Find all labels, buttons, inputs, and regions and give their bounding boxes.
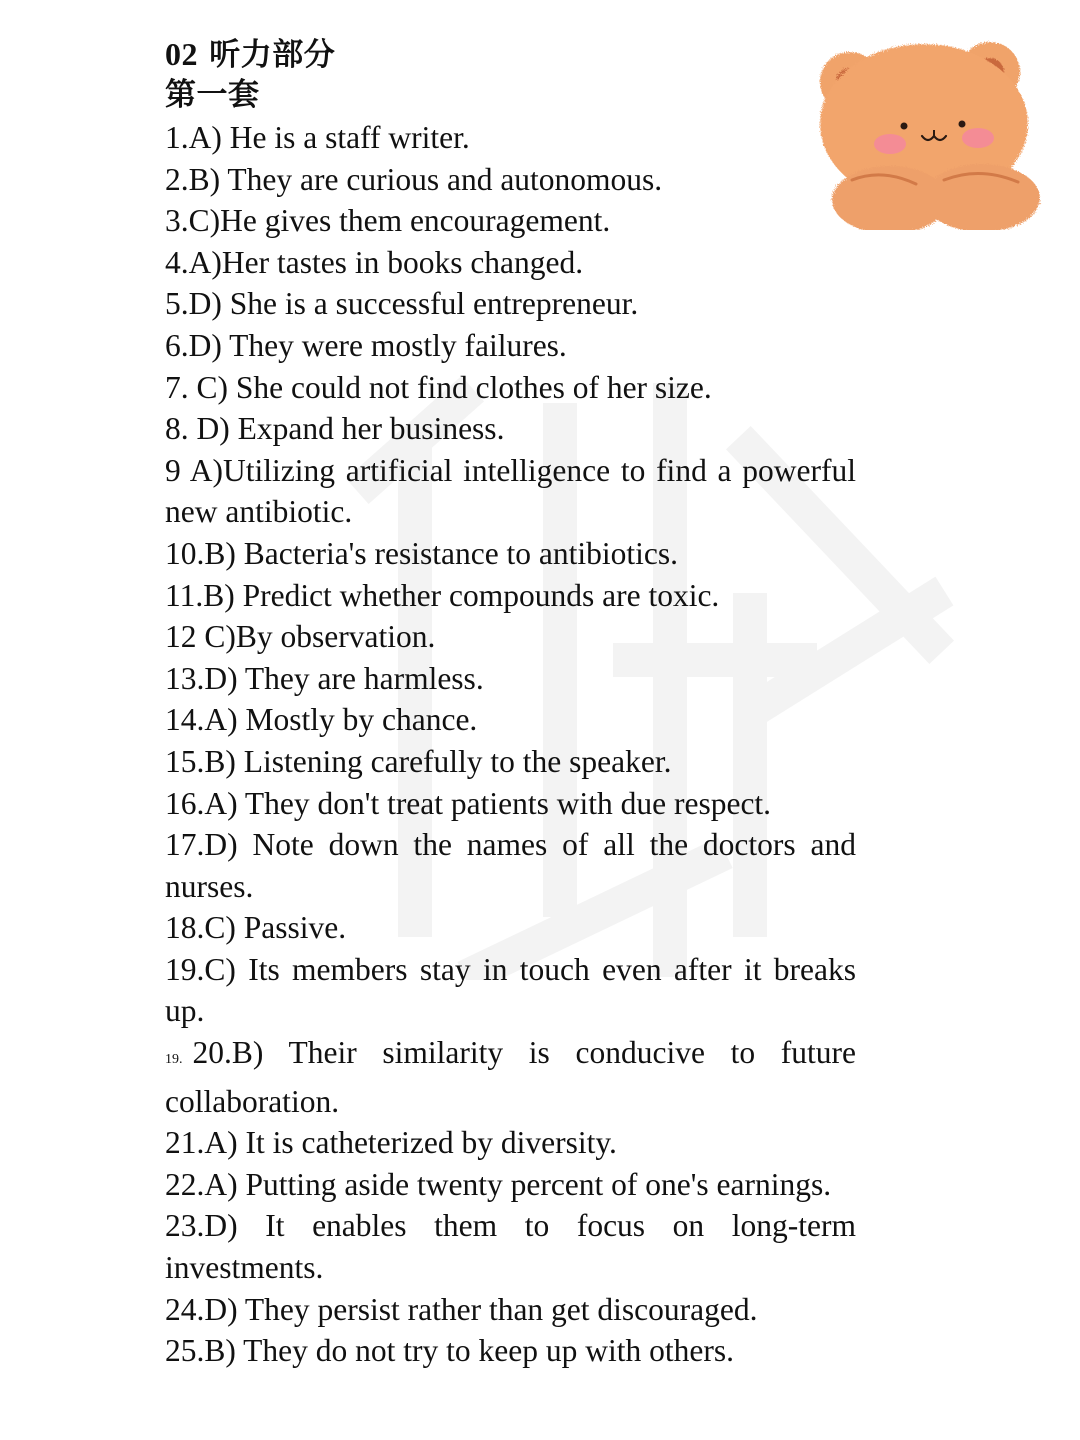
answer-item: 19. 20.B) Their similarity is conducive to future collaboration. <box>165 1035 856 1119</box>
answer-item: 23.D) It enables them to focus on long-term investments. <box>165 1208 856 1286</box>
answer-item: 13.D) They are harmless. <box>165 660 484 696</box>
answer-item: 19.C) Its members stay in touch even after it breaks up. <box>165 951 856 1029</box>
answer-item: 4.A)Her tastes in books changed. <box>165 244 584 280</box>
stray-mark: 19. <box>165 1052 183 1068</box>
answer-item: 16.A) They don't treat patients with due respect. <box>165 785 772 821</box>
answer-item: 5.D) She is a successful entrepreneur. <box>165 286 639 322</box>
answer-item: 15.B) Listening carefully to the speaker. <box>165 743 672 779</box>
answer-item: 10.B) Bacteria's resistance to antibiotics. <box>165 535 679 571</box>
section-title: 听力部分 <box>209 37 336 73</box>
answer-item: 17.D) Note down the names of all the doctors and nurses. <box>165 827 856 904</box>
answer-item: 7. C) She could not find clothes of her size. <box>165 369 712 405</box>
section-number: 02 <box>165 36 198 72</box>
answer-item: 1.A) He is a staff writer. <box>165 120 470 155</box>
answer-item: 24.D) They persist rather than get discouraged. <box>165 1291 758 1327</box>
answer-item: 21.A) It is catheterized by diversity. <box>165 1125 617 1161</box>
answer-item: 6.D) They were mostly failures. <box>165 327 567 363</box>
answer-item: 14.A) Mostly by chance. <box>165 702 478 738</box>
answer-item: 2.B) They are curious and autonomous. <box>165 161 663 197</box>
answer-document <box>165 34 856 1372</box>
answer-item: 25.B) They do not try to keep up with others. <box>165 1333 734 1369</box>
answer-item: 22.A) Putting aside twenty percent of one's earnings. <box>165 1166 832 1202</box>
answer-item: 18.C) Passive. <box>165 910 347 946</box>
answer-item: 3.C)He gives them encouragement. <box>165 203 611 239</box>
answer-item: 11.B) Predict whether compounds are toxic. <box>165 577 720 613</box>
answer-item: 8. D) Expand her business. <box>165 411 505 447</box>
answer-item: 12 C)By observation. <box>165 619 436 655</box>
answer-list <box>165 117 856 1372</box>
answer-item: 9 A)Utilizing artificial intelligence to find a powerful new antibiotic. <box>165 452 856 530</box>
set-title: 第一套 <box>165 77 260 113</box>
section-heading <box>165 34 856 75</box>
